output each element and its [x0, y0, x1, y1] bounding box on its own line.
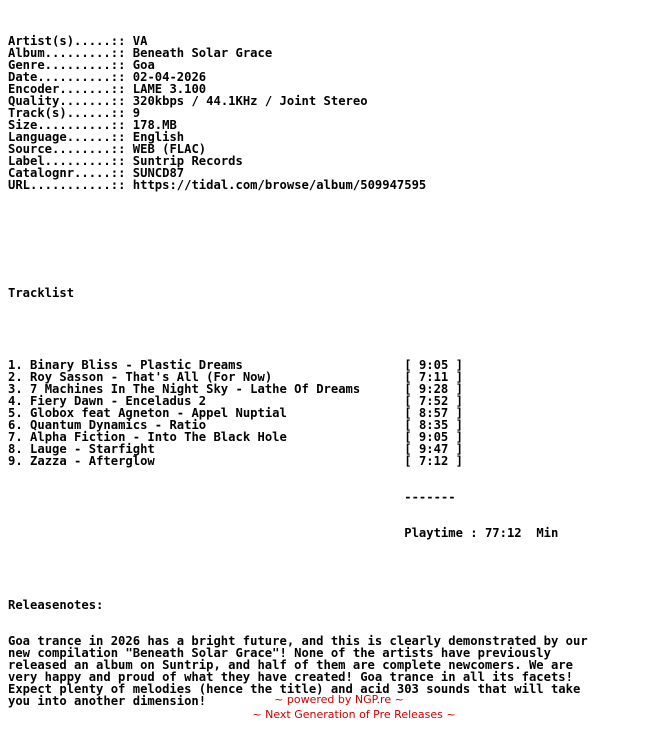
footer-powered-by: ~ powered by NGP.re ~ — [274, 693, 404, 706]
info-separator: :: — [110, 82, 126, 96]
info-value: 178.MB — [132, 118, 177, 132]
info-value: https://tidal.com/browse/album/509947595 — [132, 178, 427, 192]
info-value: 02-04-2026 — [132, 70, 207, 84]
info-separator: :: — [110, 154, 126, 168]
track-duration: [ 9:05 ] — [404, 358, 463, 372]
info-separator: :: — [110, 106, 126, 120]
nfo-text-block — [8, 11, 588, 719]
info-value: WEB (FLAC) — [132, 142, 207, 156]
track-duration: [ 7:12 ] — [404, 454, 463, 468]
track-duration: [ 8:57 ] — [404, 406, 463, 420]
track-number: 3. — [8, 382, 23, 396]
track-duration: [ 7:52 ] — [404, 394, 463, 408]
track-duration: [ 9:28 ] — [404, 382, 463, 396]
track-number: 7. — [8, 430, 23, 444]
tracklist — [8, 359, 588, 467]
info-separator: :: — [110, 178, 126, 192]
track-duration: [ 8:35 ] — [404, 418, 463, 432]
release-info — [8, 35, 588, 191]
info-key: URL........... — [8, 178, 111, 192]
info-separator: :: — [110, 58, 126, 72]
releasenotes-line: released an album on Suntrip, and half of them are complete newcomers. We are — [8, 658, 573, 672]
info-key: Date.......... — [8, 70, 111, 84]
footer-tagline: ~ Next Generation of Pre Releases ~ — [252, 708, 456, 721]
track-title: Zazza - Afterglow — [30, 454, 155, 468]
track-row — [8, 455, 588, 467]
track-title: Roy Sasson - That's All (For Now) — [30, 370, 273, 384]
footer — [0, 692, 648, 722]
releasenotes-line: very happy and proud of what they have created! Goa trance in all its facets! — [8, 670, 573, 684]
info-row — [8, 179, 588, 191]
playtime-unit: Min — [536, 526, 559, 540]
info-value: SUNCD87 — [132, 166, 185, 180]
track-number: 8. — [8, 442, 23, 456]
track-number: 4. — [8, 394, 23, 408]
info-key: Label......... — [8, 154, 111, 168]
track-title: 7 Machines In The Night Sky - Lathe Of Dreams — [30, 382, 361, 396]
info-key: Genre......... — [8, 58, 111, 72]
releasenotes-line: new compilation "Beneath Solar Grace"! None of the artists have previously — [8, 646, 551, 660]
info-value: 9 — [132, 106, 141, 120]
info-value: Goa — [132, 58, 155, 72]
track-number: 5. — [8, 406, 23, 420]
info-value: English — [132, 130, 185, 144]
playtime-value: 77:12 — [484, 526, 522, 540]
info-key: Catalognr..... — [8, 166, 111, 180]
releasenotes-line: Expect plenty of melodies (hence the title) and acid 303 sounds that will take — [8, 682, 581, 696]
tracklist-heading: Tracklist — [8, 286, 75, 300]
info-key: Track(s)...... — [8, 106, 111, 120]
track-title: Alpha Fiction - Into The Black Hole — [30, 430, 287, 444]
info-value: Beneath Solar Grace — [132, 46, 273, 60]
info-value: LAME 3.100 — [132, 82, 207, 96]
info-key: Quality....... — [8, 94, 111, 108]
track-duration: [ 7:11 ] — [404, 370, 463, 384]
info-separator: :: — [110, 118, 126, 132]
info-separator: :: — [110, 70, 126, 84]
total-rule: ------- — [404, 490, 456, 504]
info-key: Size.......... — [8, 118, 111, 132]
track-title: Fiery Dawn - Enceladus 2 — [30, 394, 207, 408]
info-key: Album......... — [8, 46, 111, 60]
info-value: VA — [132, 34, 148, 48]
track-duration: [ 9:47 ] — [404, 442, 463, 456]
info-key: Language...... — [8, 130, 111, 144]
track-number: 1. — [8, 358, 23, 372]
info-key: Source........ — [8, 142, 111, 156]
track-number: 9. — [8, 454, 23, 468]
info-separator: :: — [110, 166, 126, 180]
track-duration: [ 9:05 ] — [404, 430, 463, 444]
info-value: Suntrip Records — [132, 154, 243, 168]
info-separator: :: — [110, 130, 126, 144]
releasenotes-line: Goa trance in 2026 has a bright future, and this is clearly demonstrated by our — [8, 634, 588, 648]
info-separator: :: — [110, 46, 126, 60]
info-separator: :: — [110, 94, 126, 108]
info-separator: :: — [110, 34, 126, 48]
info-separator: :: — [110, 142, 126, 156]
track-number: 2. — [8, 370, 23, 384]
releasenotes-line: you into another dimension! — [8, 694, 207, 708]
playtime-row — [8, 527, 588, 539]
track-number: 6. — [8, 418, 23, 432]
track-title: Quantum Dynamics - Ratio — [30, 418, 207, 432]
track-title: Binary Bliss - Plastic Dreams — [30, 358, 243, 372]
playtime-label: Playtime : — [404, 526, 478, 540]
info-value: 320kbps / 44.1KHz / Joint Stereo — [132, 94, 368, 108]
releasenotes-heading: Releasenotes: — [8, 598, 104, 612]
info-key: Encoder....... — [8, 82, 111, 96]
info-key: Artist(s)..... — [8, 34, 111, 48]
track-title: Globox feat Agneton - Appel Nuptial — [30, 406, 287, 420]
track-title: Lauge - Starfight — [30, 442, 155, 456]
